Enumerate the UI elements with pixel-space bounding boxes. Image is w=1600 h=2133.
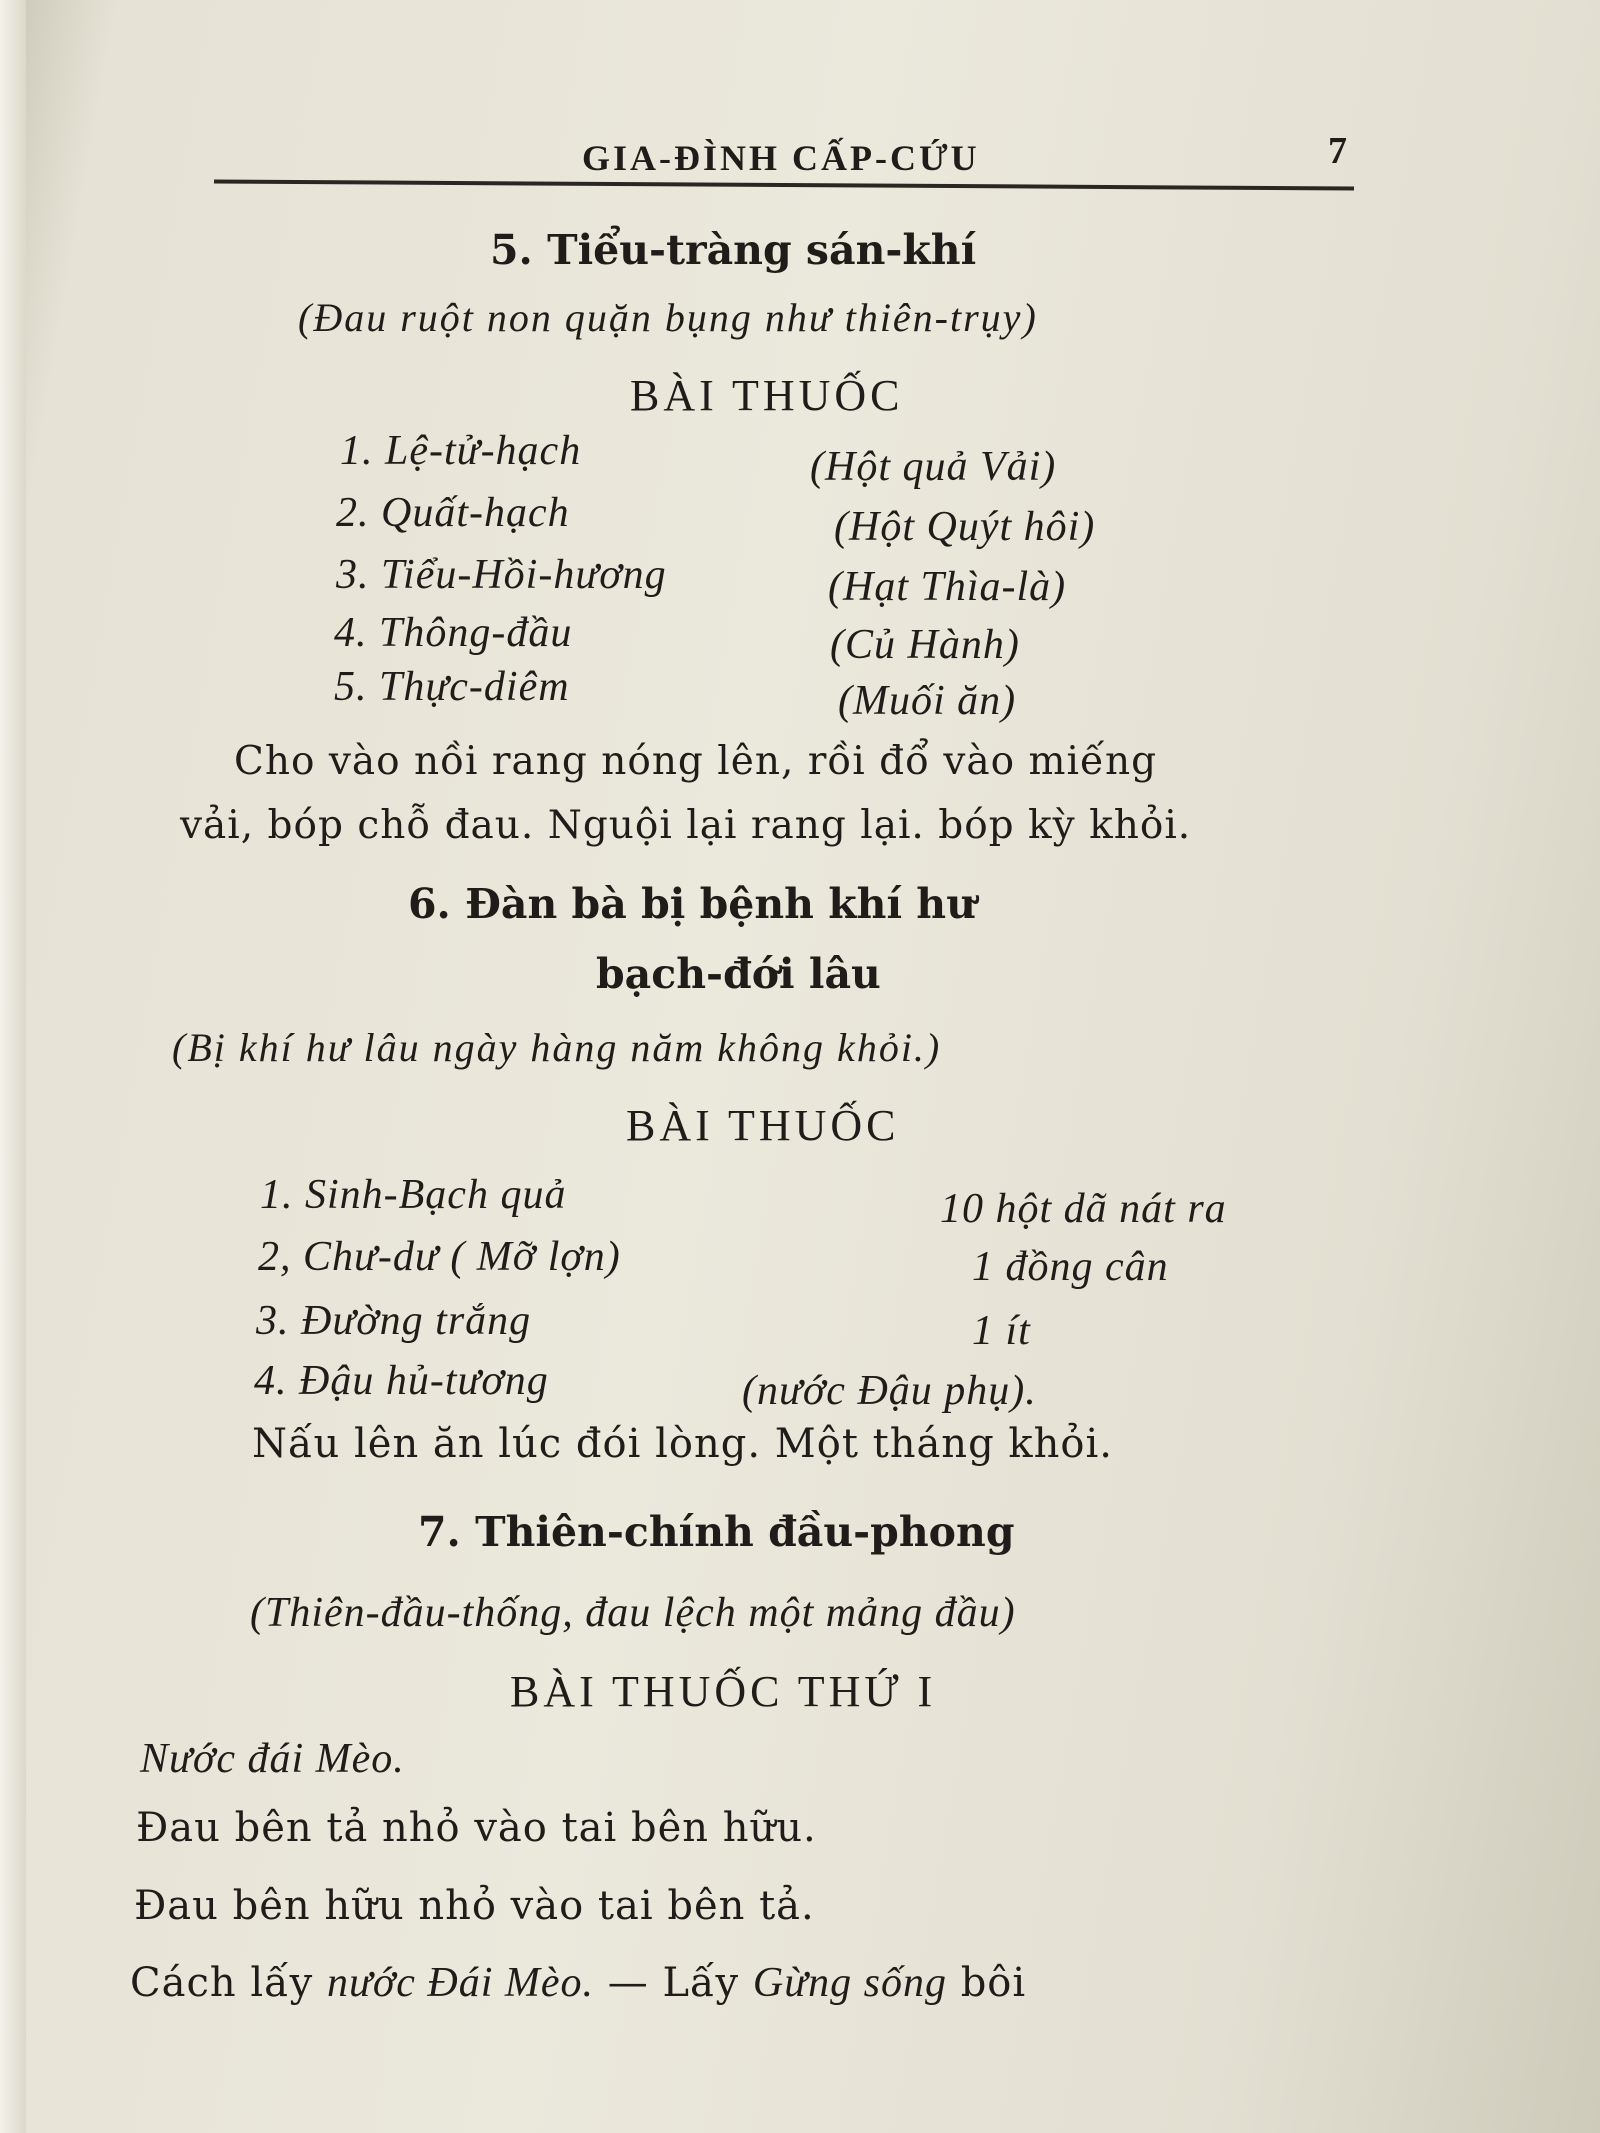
section-7-title: 7. Thiên-chính đầu-phong (418, 1508, 1015, 1556)
header-rule (214, 180, 1354, 191)
s6-item-3-name: 3. Đường trắng (256, 1298, 532, 1344)
section-5-subtitle: (Đau ruột non quặn bụng như thiên-trụy) (298, 295, 1038, 340)
s6-item-4-name: 4. Đậu hủ-tương (254, 1358, 549, 1404)
s7-line-1: Nước đái Mèo. (140, 1736, 405, 1782)
s5-item-3-note: (Hạt Thìa-là) (828, 564, 1067, 610)
section-6-subtitle: (Bị khí hư lâu ngày hàng năm không khỏi.) (172, 1025, 942, 1070)
s7-line-2: Đau bên tả nhỏ vào tai bên hữu. (136, 1805, 817, 1851)
section-5-title: 5. Tiểu-tràng sán-khí (490, 226, 977, 274)
s7-line-4-end: bôi (960, 1960, 1027, 2006)
section-6-title-line-2: bạch-đới lâu (596, 950, 881, 998)
s5-item-4-name: 4. Thông-đầu (334, 610, 573, 656)
s7-line-4-dash: — Lấy (607, 1960, 740, 2006)
s5-item-2-name: 2. Quất-hạch (336, 490, 570, 536)
s7-line-4-start: Cách lấy (130, 1960, 314, 2006)
s6-item-2-qty: 1 đồng cân (972, 1244, 1169, 1290)
section-7-recipe-heading: BÀI THUỐC THỨ I (510, 1667, 937, 1716)
s7-line-4-italic-1: nước Đái Mèo. (326, 1960, 595, 2006)
s6-item-3-qty: 1 ít (972, 1308, 1031, 1354)
s6-item-1-qty: 10 hột dã nát ra (940, 1186, 1227, 1232)
section-6-title-line-1: 6. Đàn bà bị bệnh khí hư (408, 880, 976, 928)
s7-line-3: Đau bên hữu nhỏ vào tai bên tả. (134, 1883, 815, 1929)
s5-item-4-note: (Củ Hành) (830, 622, 1020, 668)
section-6-recipe-heading: BÀI THUỐC (626, 1101, 900, 1150)
s5-item-1-note: (Hột quả Vải) (810, 444, 1057, 490)
section-7-subtitle: (Thiên-đầu-thống, đau lệch một mảng đầu) (250, 1590, 1016, 1636)
s5-item-2-note: (Hột Quýt hôi) (834, 504, 1096, 550)
s7-line-4 (130, 1962, 1026, 2004)
s7-line-4-italic-2: Gừng sống (752, 1960, 947, 2006)
s6-item-2-name: 2, Chư-dư ( Mỡ lợn) (258, 1234, 621, 1280)
running-header: GIA-ĐÌNH CẤP-CỨU (582, 138, 980, 178)
s5-item-1-name: 1. Lệ-tử-hạch (340, 428, 582, 474)
s5-item-5-note: (Muối ăn) (838, 678, 1017, 724)
section-5-recipe-heading: BÀI THUỐC (630, 371, 904, 420)
s6-item-1-name: 1. Sinh-Bạch quả (260, 1172, 567, 1218)
s6-item-4-qty: (nước Đậu phụ). (742, 1368, 1037, 1414)
page-edge (0, 0, 26, 2133)
page-number: 7 (1328, 130, 1350, 172)
s5-instruction-2: vải, bóp chỗ đau. Nguội lại rang lại. bóp kỳ khỏi. (180, 803, 1192, 848)
s5-item-3-name: 3. Tiểu-Hồi-hương (336, 552, 667, 598)
s6-instruction: Nấu lên ăn lúc đói lòng. Một tháng khỏi. (252, 1421, 1113, 1467)
s5-instruction-1: Cho vào nồi rang nóng lên, rồi đổ vào miếng (234, 739, 1158, 784)
s5-item-5-name: 5. Thực-diêm (334, 664, 570, 710)
